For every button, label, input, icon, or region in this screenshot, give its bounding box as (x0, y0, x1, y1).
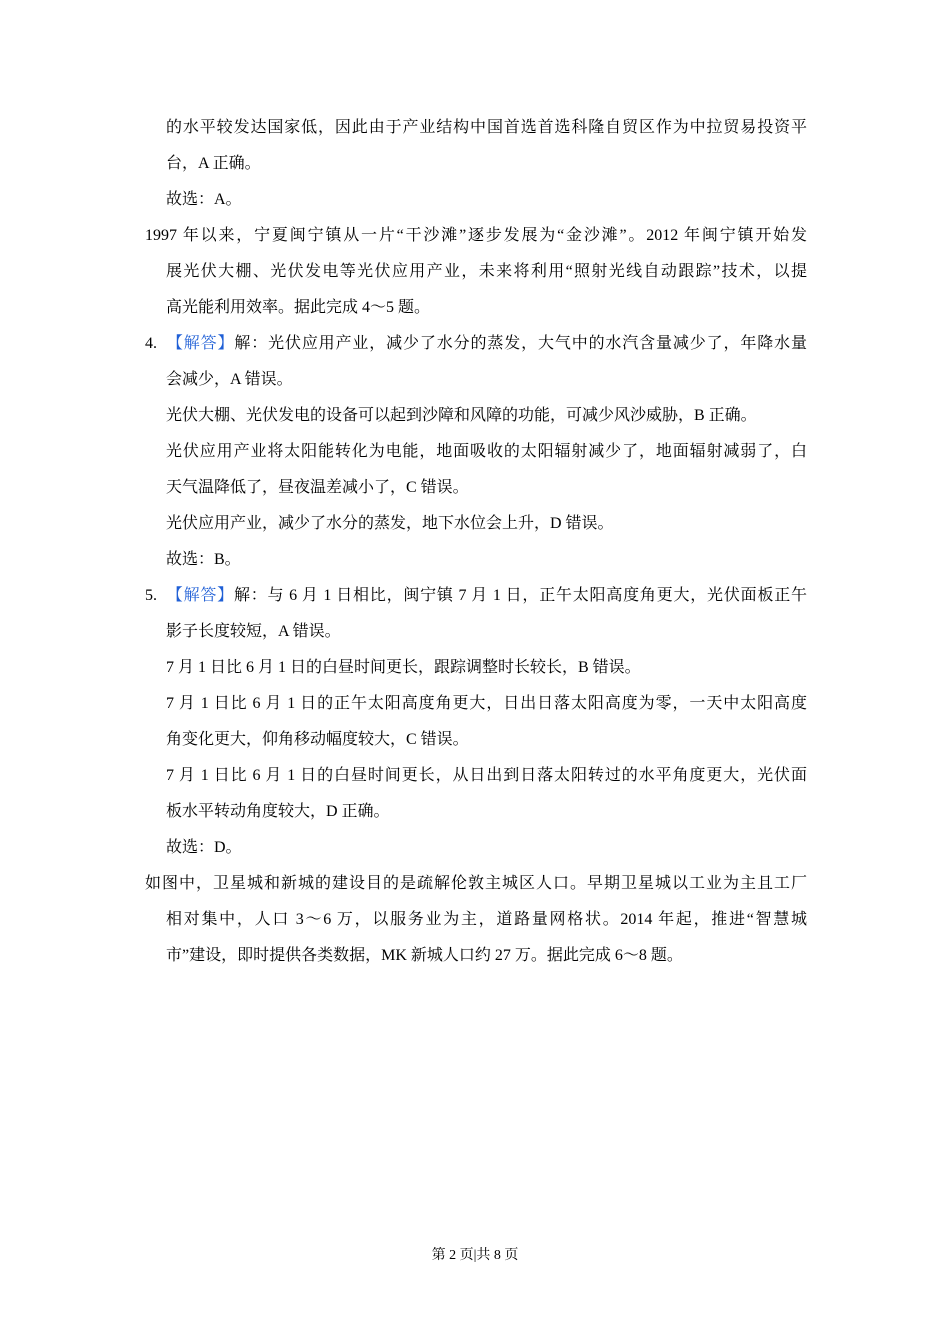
text-line (145, 368, 807, 404)
text-line (145, 152, 807, 188)
line-text: 光伏大棚、光伏发电的设备可以起到沙障和风障的功能，可减少风沙威胁，B 正确。 (166, 407, 757, 424)
line-text: 天气温降低了，昼夜温差减小了，C 错误。 (166, 479, 469, 496)
text-line (145, 800, 807, 836)
text-line (145, 872, 807, 908)
text-line (145, 944, 807, 980)
line-text: 解：光伏应用产业，减少了水分的蒸发，大气中的水汽含量减少了，年降水量 (234, 335, 807, 352)
line-text: 板水平转动角度较大，D 正确。 (166, 803, 390, 820)
line-text: 7 月 1 日比 6 月 1 日的白昼时间更长，跟踪调整时长较长，B 错误。 (166, 659, 641, 676)
line-text: 市”建设，即时提供各类数据，MK 新城人口约 27 万。据此完成 6～8 题。 (166, 947, 683, 964)
line-text: 故选：D。 (166, 839, 242, 856)
text-line (145, 764, 807, 800)
page-footer: 第 2 页|共 8 页 (431, 1248, 519, 1263)
line-text: 展光伏大棚、光伏发电等光伏应用产业，未来将利用“照射光线自动跟踪”技术，以提 (166, 263, 807, 280)
line-text: 1997 年以来，宁夏闽宁镇从一片“干沙滩”逐步发展为“金沙滩”。2012 年闽宁镇开始发 (145, 227, 807, 244)
line-text: 台，A 正确。 (166, 155, 261, 172)
line-text: 光伏应用产业，减少了水分的蒸发，地下水位会上升，D 错误。 (166, 515, 614, 532)
text-line (145, 584, 807, 620)
line-text: 7 月 1 日比 6 月 1 日的白昼时间更长，从日出到日落太阳转过的水平角度更大，光伏面 (166, 767, 807, 784)
line-text: 如图中，卫星城和新城的建设目的是疏解伦敦主城区人口。早期卫星城以工业为主且工厂 (145, 875, 807, 892)
text-line (145, 224, 807, 260)
line-text: 会减少，A 错误。 (166, 371, 293, 388)
line-text: 角变化更大，仰角移动幅度较大，C 错误。 (166, 731, 469, 748)
document-body (145, 116, 807, 980)
line-text: 影子长度较短，A 错误。 (166, 623, 341, 640)
text-line (145, 512, 807, 548)
question-number: 4. (145, 335, 157, 352)
text-line (145, 908, 807, 944)
text-line (145, 728, 807, 764)
text-line (145, 620, 807, 656)
text-line (145, 476, 807, 512)
text-line (145, 404, 807, 440)
line-text: 7 月 1 日比 6 月 1 日的正午太阳高度角更大，日出日落太阳高度为零，一天中太阳高度 (166, 695, 807, 712)
line-text: 的水平较发达国家低，因此由于产业结构中国首选首选科隆自贸区作为中拉贸易投资平 (166, 119, 807, 136)
text-line (145, 656, 807, 692)
text-line (145, 116, 807, 152)
line-text: 解：与 6 月 1 日相比，闽宁镇 7 月 1 日，正午太阳高度角更大，光伏面板正午 (233, 587, 807, 604)
text-line (145, 296, 807, 332)
line-text: 故选：A。 (166, 191, 242, 208)
line-text: 高光能利用效率。据此完成 4～5 题。 (166, 299, 431, 316)
text-line (145, 836, 807, 872)
text-line (145, 692, 807, 728)
line-text: 故选：B。 (166, 551, 241, 568)
text-line (145, 188, 807, 224)
answer-tag: 【解答】 (166, 335, 235, 352)
text-line (145, 260, 807, 296)
answer-tag: 【解答】 (166, 587, 234, 604)
text-line (145, 548, 807, 584)
line-text: 相对集中，人口 3～6 万，以服务业为主，道路量网格状。2014 年起，推进“智慧城 (166, 911, 807, 928)
text-line (145, 440, 807, 476)
line-text: 光伏应用产业将太阳能转化为电能，地面吸收的太阳辐射减少了，地面辐射减弱了，白 (166, 443, 807, 460)
text-line (145, 332, 807, 368)
question-number: 5. (145, 587, 157, 604)
